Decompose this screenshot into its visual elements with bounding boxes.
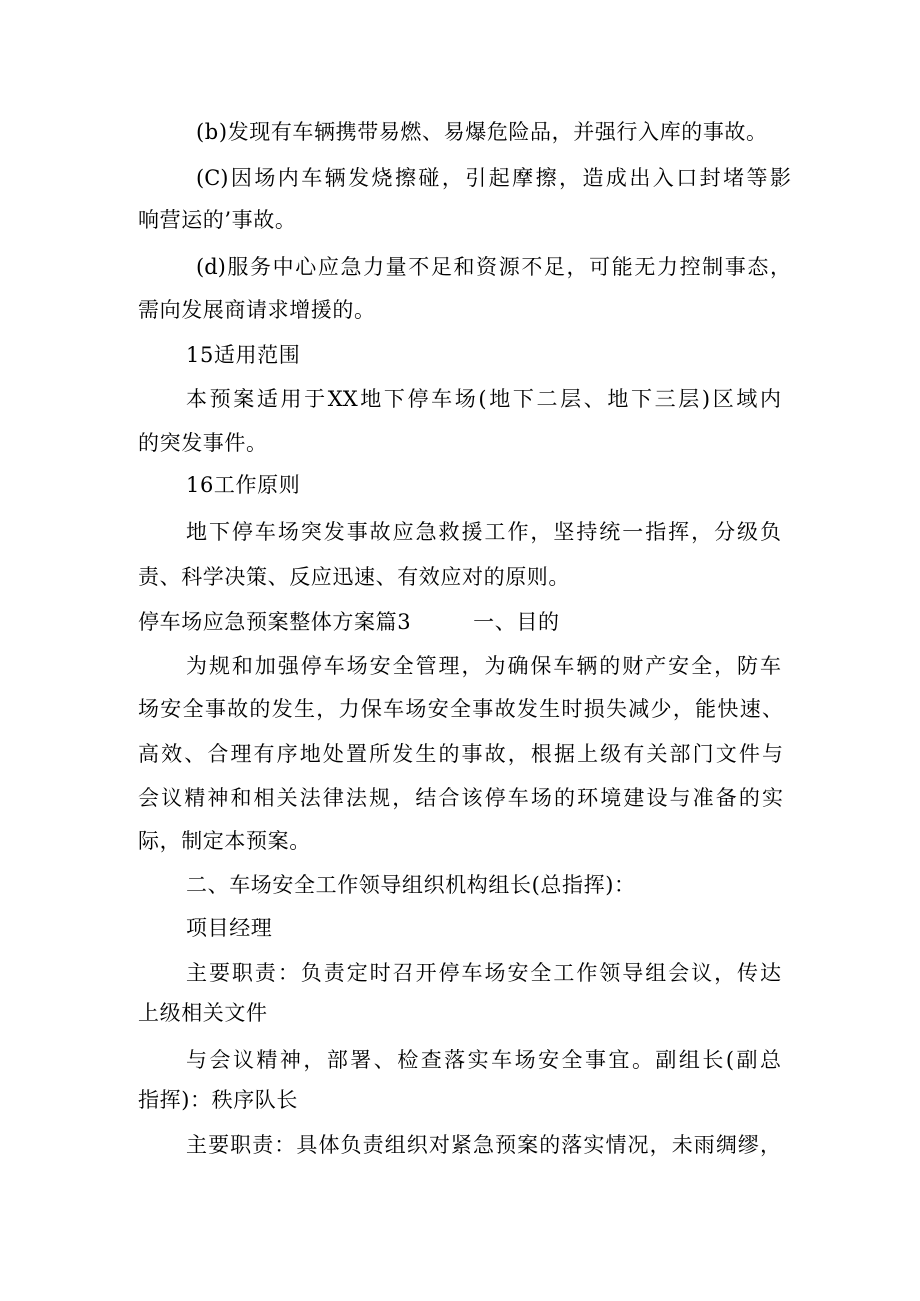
chapter-subtitle: 一、目的 (473, 610, 560, 634)
section-heading: 16工作原则 (186, 473, 301, 497)
paragraph-line: 的突发事件。 (138, 431, 268, 455)
paragraph-line: 需向发展商请求增援的。 (138, 298, 376, 322)
paragraph-line: 场安全事故的发生，力保车场安全事故发生时损失减少，能快速、 (138, 697, 783, 721)
paragraph-line: 高效、合理有序地处置所发生的事故，根据上级有关部门文件与 (138, 742, 783, 766)
chapter-heading (138, 607, 560, 637)
paragraph-line: 地下停车场突发事故应急救援工作，坚持统一指挥，分级负 (186, 520, 781, 544)
chapter-title: 停车场应急预案整体方案篇3 (138, 610, 412, 634)
paragraph-line: 会议精神和相关法律法规，结合该停车场的环境建设与准备的实 (138, 786, 783, 810)
paragraph-line: 主要职责：负责定时召开停车场安全工作领导组会议，传达 (186, 961, 781, 985)
paragraph-line: 际，制定本预案。 (138, 829, 311, 853)
paragraph-line: 与会议精神，部署、检查落实车场安全事宜。副组长(副总 (186, 1048, 781, 1072)
paragraph-line: (C)因场内车辆发烧擦碰，引起摩擦，造成出入口封堵等影 (196, 166, 791, 190)
section-heading: 二、车场安全工作领导组织机构组长(总指挥)： (186, 873, 636, 897)
paragraph-line: 项目经理 (186, 916, 273, 940)
paragraph-line: 上级相关文件 (138, 1001, 268, 1025)
paragraph-line: 指挥)：秩序队长 (138, 1088, 298, 1112)
section-heading: 15适用范围 (186, 343, 301, 367)
paragraph-line: (d)服务中心应急力量不足和资源不足，可能无力控制事态， (196, 255, 791, 279)
paragraph-line: 为规和加强停车场安全管理，为确保车辆的财产安全，防车 (186, 654, 781, 678)
paragraph-line: 责、科学决策、反应迅速、有效应对的原则。 (138, 565, 570, 589)
paragraph-line: (b)发现有车辆携带易燃、易爆危险品，并强行入库的事故。 (196, 120, 768, 144)
paragraph-line: 响营运的’事故。 (138, 208, 297, 232)
paragraph-line: 本预案适用于XX地下停车场(地下二层、地下三层)区域内 (186, 387, 781, 411)
paragraph-line: 主要职责：具体负责组织对紧急预案的落实情况，未雨绸缪， (186, 1133, 781, 1157)
